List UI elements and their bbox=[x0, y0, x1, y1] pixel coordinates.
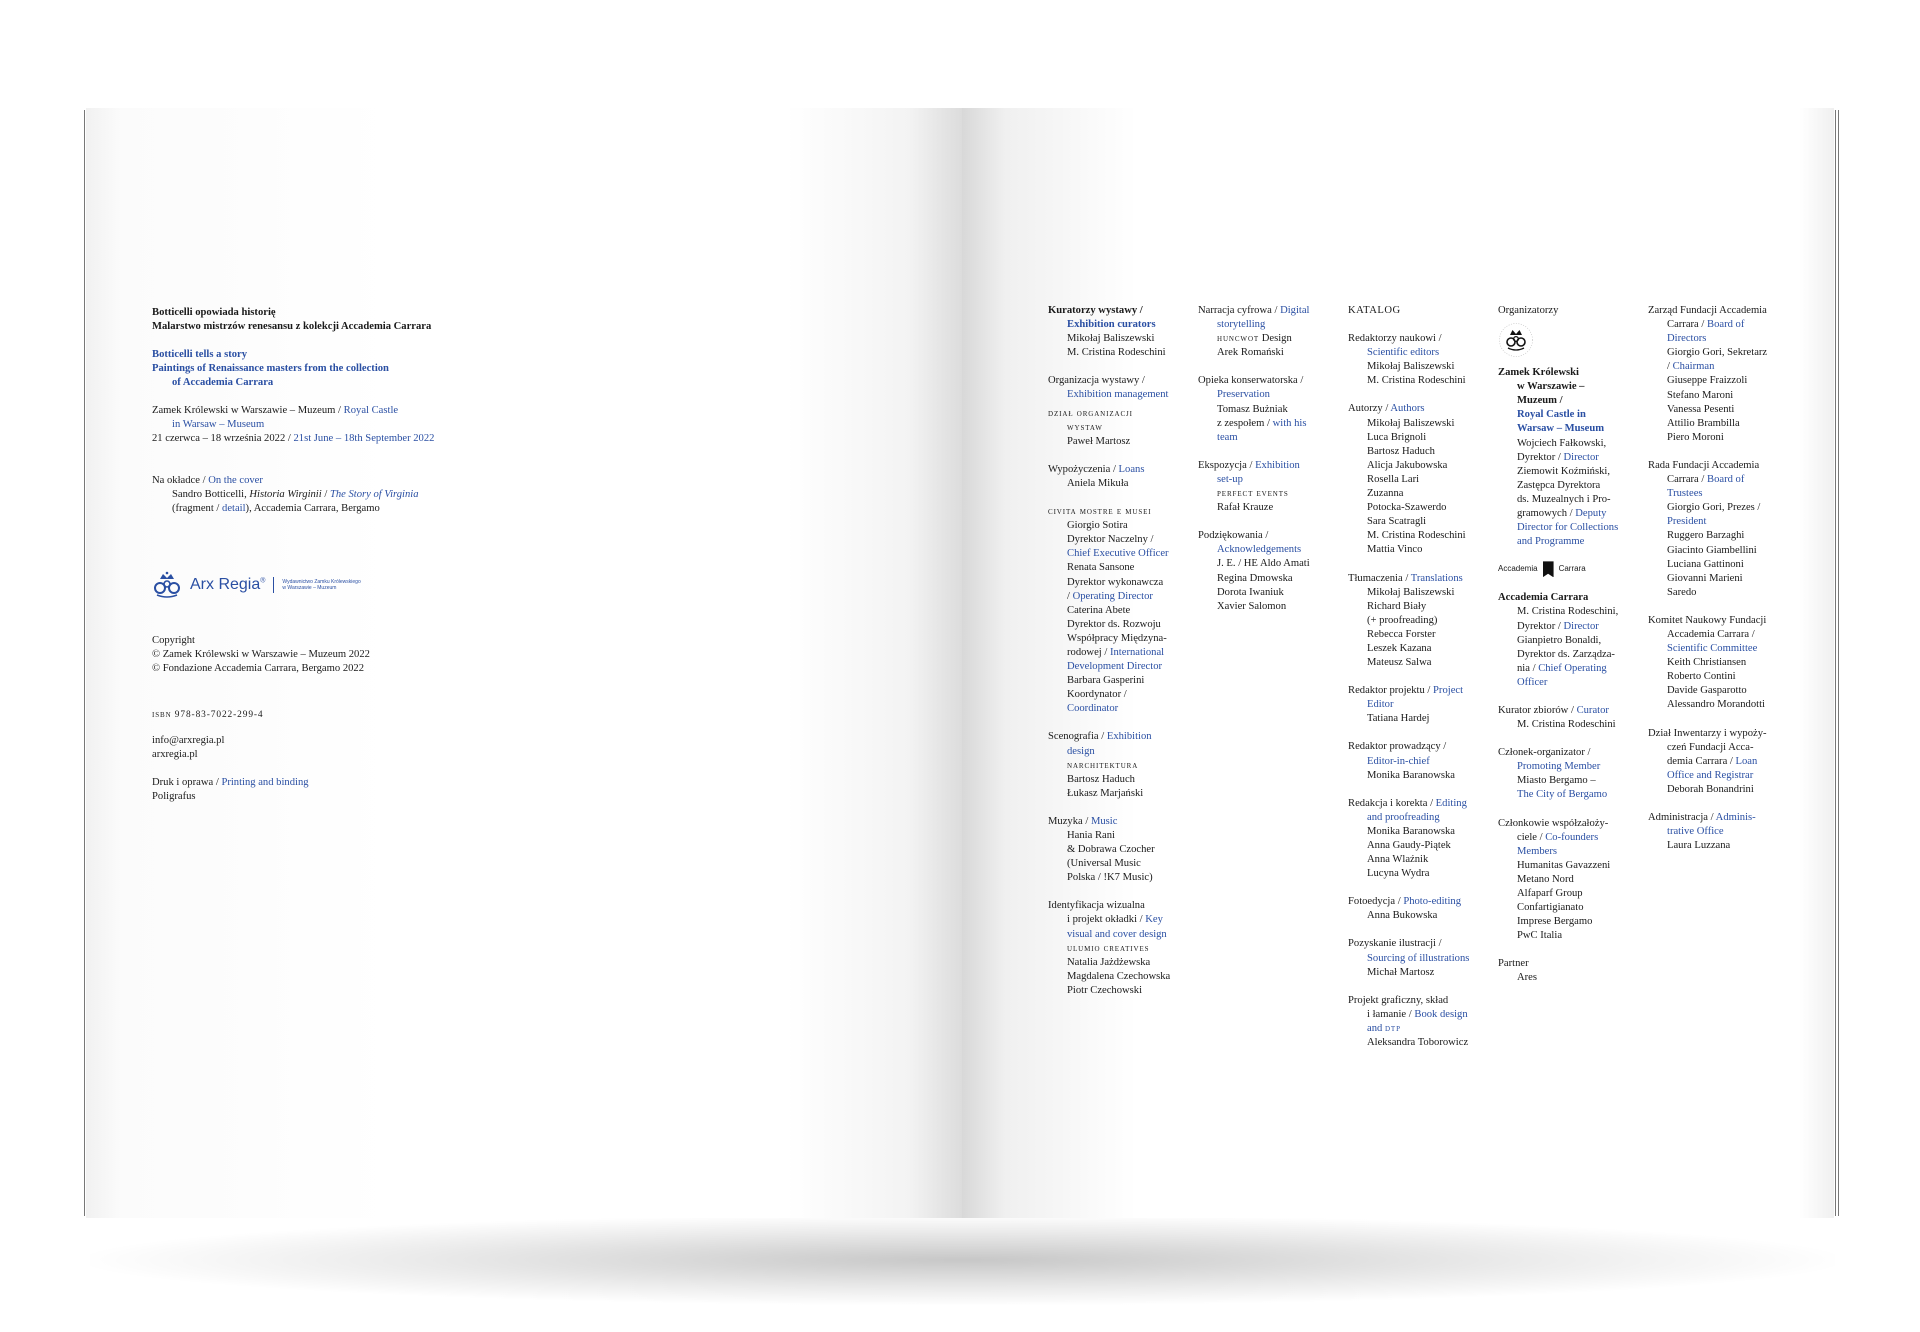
scenography: Scenografia / Exhibition design narchitektura Bartosz Haduch Łukasz Marjański bbox=[1048, 731, 1152, 799]
book-design: Projekt graficzny, skład i łamanie / Book design and dtp Aleksandra Toborowicz bbox=[1348, 994, 1469, 1049]
left-page bbox=[86, 108, 962, 1218]
collection-curator: Kurator zbiorów / Curator M. Cristina Rodeschini bbox=[1498, 704, 1616, 731]
photo-editing: Fotoedycja / Photo-editing Anna Bukowska bbox=[1348, 896, 1461, 922]
accademia-carrara-credit: Accademia Carrara M. Cristina Rodeschini, Dyrektor / Director Gianpietro Bonaldi, Dyrektor ds. Zarządza- nia / Chief Operating Officer bbox=[1498, 592, 1619, 688]
credits-column-2 bbox=[1198, 304, 1338, 628]
title-polish: Botticelli opowiada historię Malarstwo mistrzów renesansu z kolekcji Accademia Carrara bbox=[152, 307, 432, 333]
royal-castle-credit: Zamek Królewski w Warszawie – Muzeum / Royal Castle in Warsaw – Museum Wojciech Fałkowski, Dyrektor / Director Ziemowit Koźmiński, Zastępca Dyrektora ds. Muzealnych i Pro- gramowych / Deputy Director for Collections and Programme bbox=[1498, 367, 1619, 548]
contact: info@arxregia.pl arxregia.pl bbox=[152, 735, 225, 761]
curators: Kuratorzy wystawy / Exhibition curators Mikołaj Baliszewski M. Cristina Rodeschini bbox=[1048, 305, 1166, 359]
board-of-directors: Zarząd Fundacji Accademia Carrara / Board of Directors Giorgio Gori, Sekretarz / Chairman Giuseppe Fraizzoli Stefano Maroni Vanessa Pesenti Attilio Brambilla Piero Moroni bbox=[1648, 305, 1768, 443]
administrative-office: Administracja / Adminis- trative Office Laura Luzzana bbox=[1648, 812, 1756, 852]
credits-column-1 bbox=[1048, 304, 1188, 1012]
royal-castle-emblem bbox=[1498, 322, 1638, 358]
editor-in-chief: Redaktor prowadzący / Editor-in-chief Monika Baranowska bbox=[1348, 741, 1455, 781]
scientific-editors: Redaktorzy naukowi / Scientific editors Mikołaj Baliszewski M. Cristina Rodeschini bbox=[1348, 333, 1466, 387]
catalogue-heading: KATALOG bbox=[1348, 305, 1401, 316]
crown-icon bbox=[152, 570, 182, 600]
sourcing-illustrations: Pozyskanie ilustracji / Sourcing of illustrations Michał Martosz bbox=[1348, 938, 1470, 978]
authors: Autorzy / Authors Mikołaj Baliszewski Luca Brignoli Bartosz Haduch Alicja Jakubowska Rosella Lari Zuzanna Potocka-Szawerdo Sara Scatragli M. Cristina Rodeschini Mattia Vinco bbox=[1348, 403, 1466, 556]
credits-column-5 bbox=[1648, 304, 1798, 867]
book-shadow bbox=[90, 1215, 1835, 1305]
accademia-carrara-logo: Accademia Carrara bbox=[1498, 561, 1638, 577]
exhibition-setup: Ekspozycja / Exhibition set-up perfect events Rafał Krauze bbox=[1198, 459, 1300, 514]
cover-credit: Na okładce / On the cover Sandro Botticelli, Historia Wirginii / The Story of Virginia (fragment / detail), Accademia Carrara, Bergamo bbox=[152, 475, 419, 515]
music: Muzyka / Music Hania Rani & Dobrawa Czocher (Universal Music Polska / !K7 Music) bbox=[1048, 815, 1155, 884]
scientific-committee: Komitet Naukowy Fundacji Accademia Carrara / Scientific Committee Keith Christiansen Roberto Contini Davide Gasparotto Alessandro Morandotti bbox=[1648, 614, 1767, 711]
exhibition-management: Organizacja wystawy / Exhibition management dział organizacji wystaw Paweł Martosz bbox=[1048, 375, 1169, 447]
royal-castle-emblem-icon bbox=[1498, 322, 1534, 358]
loan-office: Dział Inwentarzy i wypoży- czeń Fundacji Acca- demia Carrara / Loan Office and Registrar Deborah Bonandrini bbox=[1648, 727, 1767, 795]
project-editor: Redaktor projektu / Project Editor Tatiana Hardej bbox=[1348, 685, 1464, 725]
digital-storytelling: Narracja cyfrowa / Digital storytelling huncwot Design Arek Romański bbox=[1198, 305, 1310, 359]
isbn: isbn 978-83-7022-299-4 bbox=[152, 710, 264, 720]
organizers-heading: Organizatorzy bbox=[1498, 305, 1559, 316]
credits-column-4 bbox=[1498, 304, 1638, 1000]
arx-regia-logo: Arx Regia® Wydawnictwo Zamku Królewskiego w Warszawie – Muzeum bbox=[152, 570, 361, 600]
civita: civita mostre e musei Giorgio Sotira Dyrektor Naczelny / Chief Executive Officer Renata Sansone Dyrektor wykonawcza / Operating Director Caterina Abete Dyrektor ds. Rozwoju Współpracy Międzyna- rodowej / International Development Director Barbara Gasperini Koordynator / Coordinator bbox=[1048, 507, 1169, 715]
right-page bbox=[962, 108, 1834, 1218]
editing-proofreading: Redakcja i korekta / Editing and proofreading Monika Baranowska Anna Gaudy-Piątek Anna Wlaźnik Lucyna Wydra bbox=[1348, 797, 1467, 880]
promoting-member: Członek-organizator / Promoting Member Miasto Bergamo – The City of Bergamo bbox=[1498, 747, 1608, 801]
board-of-trustees: Rada Fundacji Accademia Carrara / Board of Trustees Giorgio Gori, Prezes / President Ruggero Barzaghi Giacinto Giambellini Luciana Gattinoni Giovanni Marieni Saredo bbox=[1648, 459, 1761, 598]
visual-identity: Identyfikacja wizualna i projekt okładki / Key visual and cover design ulumio creatives Natalia Jażdżewska Magdalena Czechowska Piotr Czechowski bbox=[1048, 900, 1171, 996]
printing: Druk i oprawa / Printing and binding Poligrafus bbox=[152, 777, 309, 803]
title-english: Botticelli tells a story Paintings of Renaissance masters from the collection of Accademia Carrara bbox=[152, 349, 389, 389]
partner: Partner Ares bbox=[1498, 958, 1538, 984]
acknowledgements: Podziękowania / Acknowledgements J. E. / HE Aldo Amati Regina Dmowska Dorota Iwaniuk Xavier Salomon bbox=[1198, 530, 1310, 612]
bookmark-icon bbox=[1543, 561, 1554, 577]
venue-info: Zamek Królewski w Warszawie – Muzeum / Royal Castle in Warsaw – Museum 21 czerwca – 18 września 2022 / 21st June – 18th September 2022 bbox=[152, 405, 435, 445]
credits-column-3 bbox=[1348, 304, 1488, 1064]
loans: Wypożyczenia / Loans Aniela Mikuła bbox=[1048, 463, 1145, 489]
preservation: Opieka konserwatorska / Preservation Tomasz Bużniak z zespołem / with his team bbox=[1198, 375, 1307, 443]
translations: Tłumaczenia / Translations Mikołaj Baliszewski Richard Biały (+ proofreading) Rebecca Forster Leszek Kazana Mateusz Salwa bbox=[1348, 572, 1463, 669]
copyright: Copyright © Zamek Królewski w Warszawie – Muzeum 2022 © Fondazione Accademia Carrara, Bergamo 2022 bbox=[152, 635, 370, 675]
co-founders: Członkowie współzałoży- ciele / Co-founders Members Humanitas Gavazzeni Metano Nord Alfaparf Group Confartigianato Imprese Bergamo PwC Italia bbox=[1498, 817, 1611, 942]
